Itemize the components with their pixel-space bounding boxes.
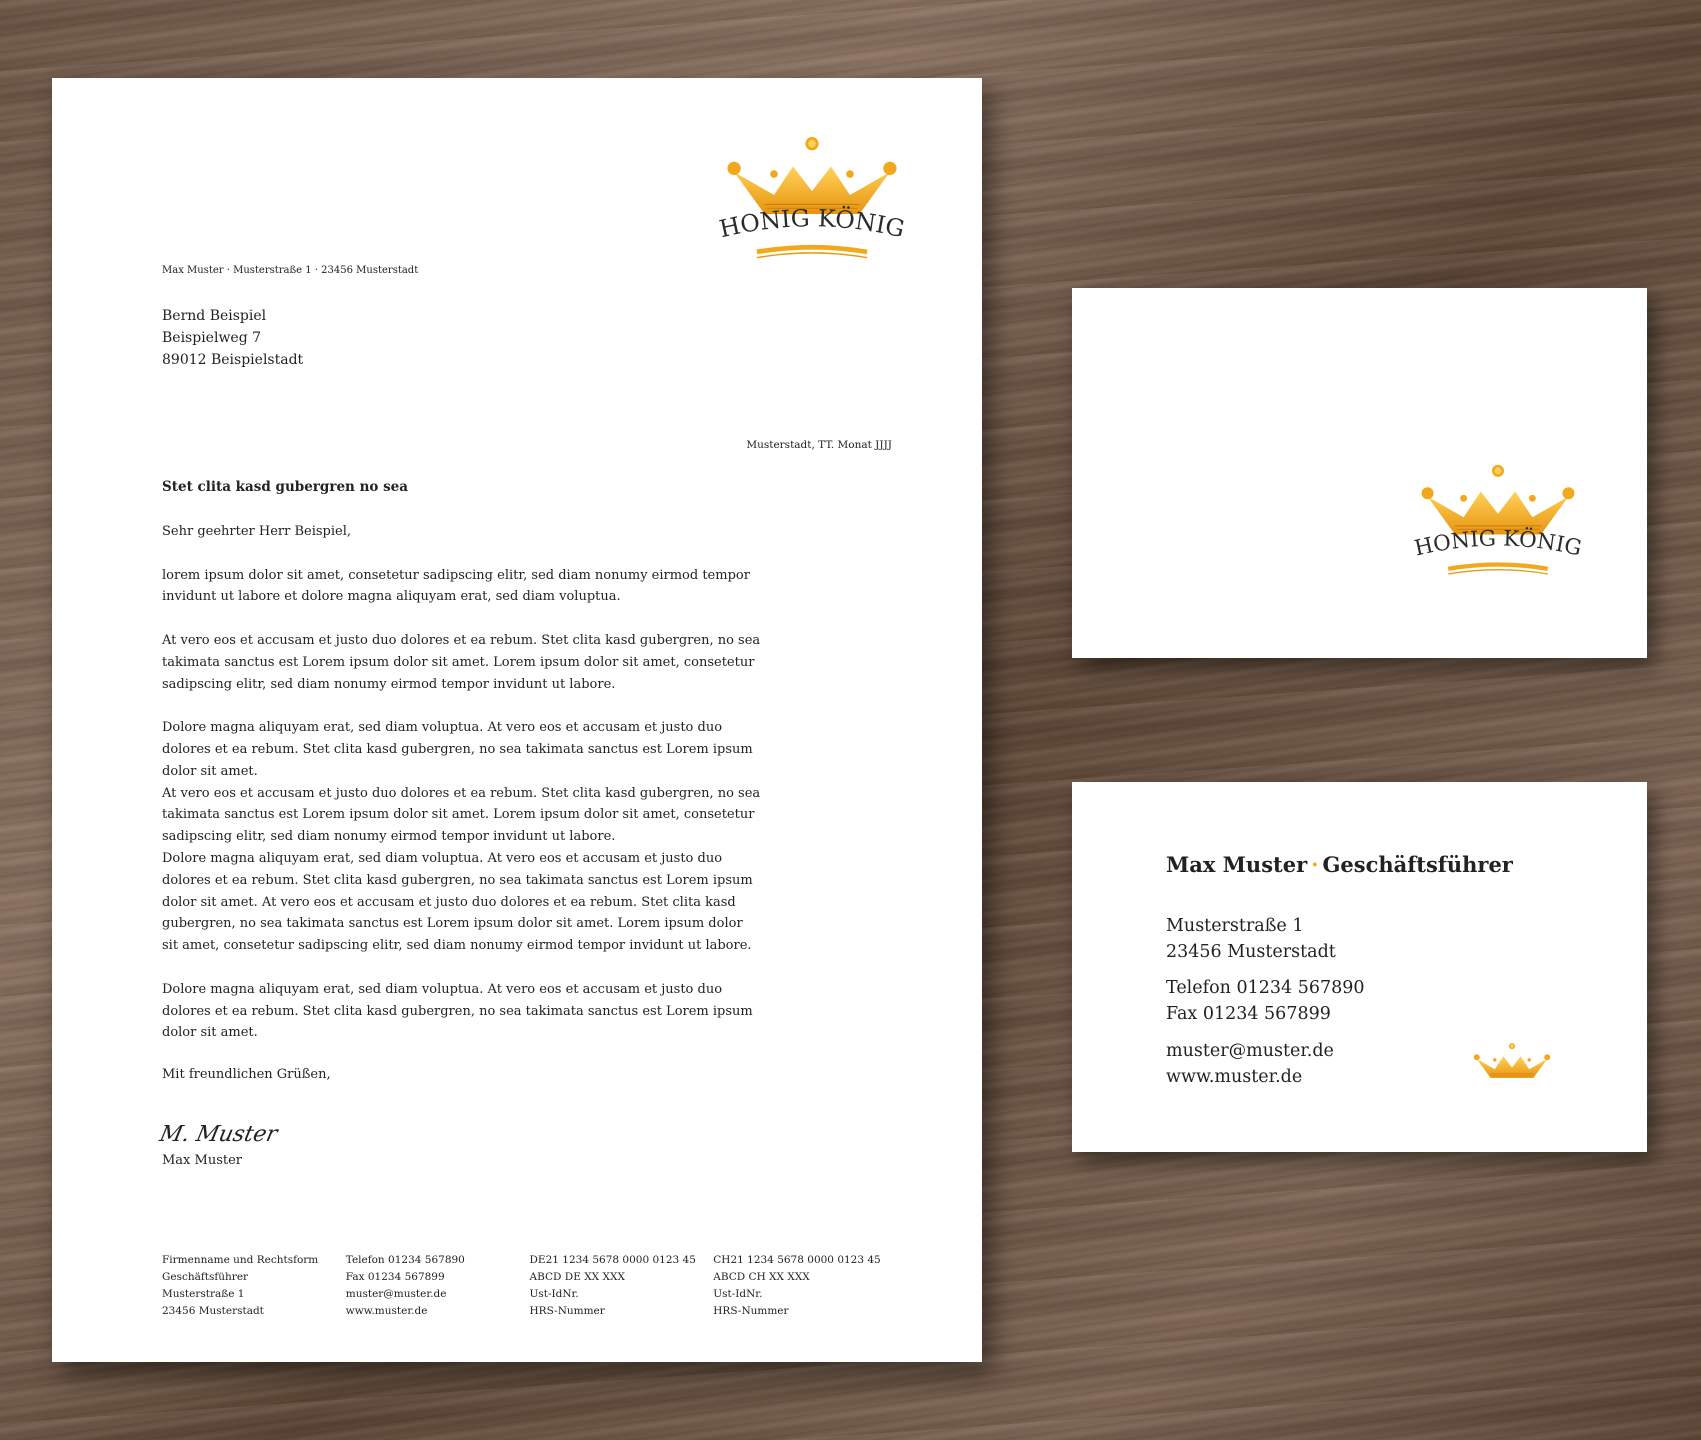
footer-line: Geschäftsführer <box>162 1271 249 1283</box>
letter-date: Musterstadt, TT. Monat JJJJ <box>746 439 892 451</box>
card-phone: Telefon 01234 567890 <box>1166 978 1365 998</box>
handwritten-signature: M. Muster <box>157 1122 280 1147</box>
footer-line: ABCD DE XX XXX <box>529 1271 625 1283</box>
card-address <box>1166 913 1336 965</box>
footer-column-bank-ch <box>713 1252 897 1320</box>
salutation: Sehr geehrter Herr Beispiel, <box>162 524 352 539</box>
signer-name: Max Muster <box>162 1153 243 1168</box>
body-paragraph: lorem ipsum dolor sit amet, consetetur sadipscing elitr, sed diam nonumy eirmod tempor invidunt ut labore et dolore magna aliquyam erat, sed diam voluptua. <box>162 567 750 605</box>
honig-koenig-logo <box>717 136 907 271</box>
footer-line: www.muster.de <box>345 1305 428 1317</box>
footer-line: muster@muster.de <box>345 1288 447 1300</box>
footer-line: Ust-IdNr. <box>529 1288 579 1300</box>
body-paragraph: Dolore magna aliquyam erat, sed diam voluptua. At vero eos et accusam et justo duo dolores et ea rebum. Stet clita kasd gubergren, no sea takimata sanctus est Lorem ipsum dolor sit amet. <box>162 720 753 779</box>
card-phone-block <box>1166 975 1365 1027</box>
body-paragraph: Dolore magna aliquyam erat, sed diam voluptua. At vero eos et accusam et justo duo dolores et ea rebum. Stet clita kasd gubergren, no sea takimata sanctus est Lorem ipsum dolor sit amet. At vero eos et accusam et justo duo dolores et ea rebum. Stet clita kasd gubergren, no sea takimata sanctus est Lorem ipsum dolor sit amet. Lorem ipsum dolor sit amet, consetetur sadipscing elitr, sed diam nonumy eirmod tempor invidunt ut labore. <box>162 850 753 954</box>
card-city: 23456 Musterstadt <box>1166 942 1336 962</box>
crown-icon <box>1422 465 1575 535</box>
body-paragraph: At vero eos et accusam et justo duo dolores et ea rebum. Stet clita kasd gubergren, no sea takimata sanctus est Lorem ipsum dolor sit amet. Lorem ipsum dolor sit amet, consetetur sadipscing elitr, sed diam nonumy eirmod tempor invidunt ut labore. <box>162 785 761 845</box>
footer-line: DE21 1234 5678 0000 0123 45 <box>529 1254 696 1266</box>
card-title <box>1166 852 1513 877</box>
recipient-city: 89012 Beispielstadt <box>162 352 304 368</box>
card-email: muster@muster.de <box>1166 1041 1334 1061</box>
card-web-block <box>1166 1038 1334 1090</box>
footer-column-bank-de <box>530 1252 714 1320</box>
footer-line: Fax 01234 567899 <box>345 1271 445 1283</box>
recipient-street: Beispielweg 7 <box>162 330 262 346</box>
recipient-name: Bernd Beispiel <box>162 308 267 324</box>
footer-line: HRS-Nummer <box>529 1305 605 1317</box>
honig-koenig-logo <box>1412 464 1584 586</box>
card-person-name: Max Muster <box>1166 852 1308 877</box>
business-card-front <box>1072 288 1647 658</box>
card-street: Musterstraße 1 <box>1166 916 1304 936</box>
logo-wordmark: HONIG KÖNIG <box>717 204 907 244</box>
card-separator: · <box>1311 852 1319 877</box>
footer-line: 23456 Musterstadt <box>162 1305 264 1317</box>
letterhead-paper <box>52 78 982 1362</box>
body-paragraph: At vero eos et accusam et justo duo dolores et ea rebum. Stet clita kasd gubergren, no sea takimata sanctus est Lorem ipsum dolor sit amet. Lorem ipsum dolor sit amet, consetetur sadipscing elitr, sed diam nonumy eirmod tempor invidunt ut labore. <box>162 632 761 692</box>
closing: Mit freundlichen Grüßen, <box>162 1067 331 1082</box>
letter-body <box>162 521 762 1066</box>
footer-line: CH21 1234 5678 0000 0123 45 <box>713 1254 881 1266</box>
crown-icon <box>1469 1042 1555 1082</box>
letter-subject: Stet clita kasd gubergren no sea <box>162 479 409 495</box>
business-card-back <box>1072 782 1647 1152</box>
card-role: Geschäftsführer <box>1322 852 1513 877</box>
footer-line: Telefon 01234 567890 <box>345 1254 465 1266</box>
body-paragraph: Dolore magna aliquyam erat, sed diam voluptua. At vero eos et accusam et justo duo dolores et ea rebum. Stet clita kasd gubergren, no sea takimata sanctus est Lorem ipsum dolor sit amet. <box>162 981 753 1041</box>
sender-line: Max Muster · Musterstraße 1 · 23456 Musterstadt <box>162 265 419 276</box>
footer-line: HRS-Nummer <box>713 1305 789 1317</box>
footer-line: ABCD CH XX XXX <box>713 1271 810 1283</box>
crown-icon <box>727 137 896 214</box>
footer-line: Musterstraße 1 <box>162 1288 245 1300</box>
footer-line: Ust-IdNr. <box>713 1288 763 1300</box>
card-website: www.muster.de <box>1166 1067 1303 1087</box>
footer-column-contact <box>346 1252 530 1320</box>
footer-line: Firmenname und Rechtsform <box>162 1254 319 1266</box>
letter-footer <box>162 1252 897 1320</box>
logo-wordmark: HONIG KÖNIG <box>1412 526 1584 562</box>
card-fax: Fax 01234 567899 <box>1166 1004 1331 1024</box>
footer-column-company <box>162 1252 346 1320</box>
recipient-address <box>162 305 303 371</box>
